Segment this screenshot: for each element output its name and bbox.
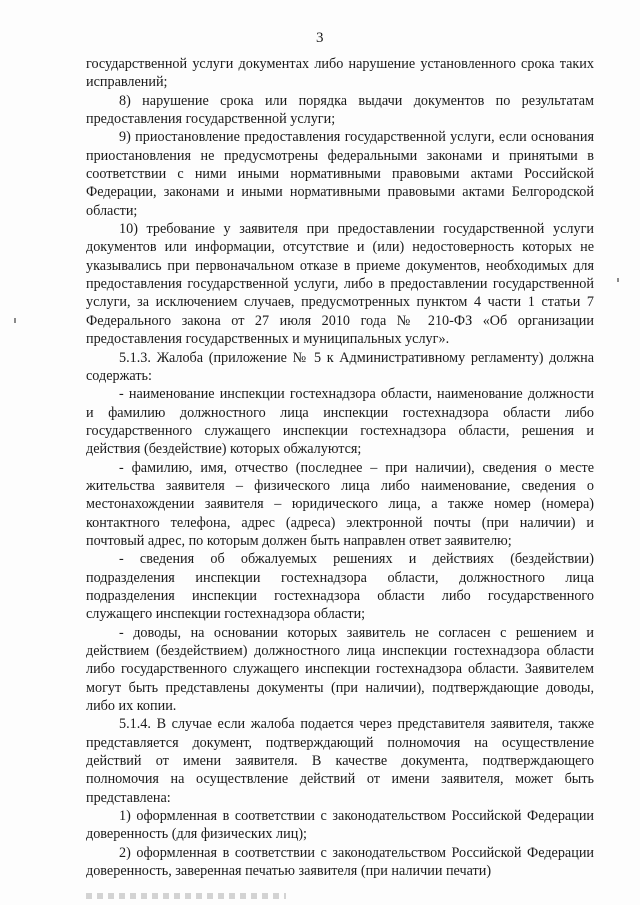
- paragraph: 9) приостановление предоставления государственной услуги, если основания приостановления не предусмотрены федеральными законами и принятыми в соответствии с ними иными нормативными правовыми актами Российской Федерации, законами и иными нормативными правовыми актами Белгородской области;: [86, 129, 594, 219]
- document-body: [86, 55, 594, 880]
- scan-speck: [14, 318, 16, 323]
- paragraph: государственной услуги документах либо нарушение установленного срока таких исправлений;: [86, 56, 594, 91]
- paragraph: 2) оформленная в соответствии с законодательством Российской Федерации доверенность, заверенная печатью заявителя (при наличии печати): [86, 844, 594, 880]
- paragraph: - наименование инспекции гостехнадзора области, наименование должности и фамилию должностного лица инспекции гостехнадзора области либо государственного служащего инспекции гостехнадзора области, решения и действия (бездействие) которых обжалуются;: [86, 386, 594, 458]
- page-number: 3: [316, 30, 324, 46]
- paragraph: 8) нарушение срока или порядка выдачи документов по результатам предоставления государственной услуги;: [86, 92, 594, 128]
- scan-speck: [617, 278, 619, 282]
- paragraph: - доводы, на основании которых заявитель не согласен с решением и действием (бездействием) должностного лица инспекции гостехнадзора области либо государственного служащего инспекции гостехнадзора области. Заявителем могут быть представлены документы (при наличии), подтверждающие доводы, либо их копии.: [86, 624, 594, 715]
- paragraph: 5.1.3. Жалоба (приложение № 5 к Административному регламенту) должна содержать:: [86, 349, 594, 384]
- paragraph: 1) оформленная в соответствии с законодательством Российской Федерации доверенность (для физических лиц);: [86, 808, 594, 843]
- paragraph: - сведения об обжалуемых решениях и действиях (бездействии) подразделения инспекции гостехнадзора области, должностного лица подразделения инспекции гостехнадзора области либо государственного служащего инспекции гостехнадзора области;: [86, 551, 594, 623]
- paragraph: 5.1.4. В случае если жалоба подается через представителя заявителя, также представляется документ, подтверждающий полномочия на осуществление действий от имени заявителя. В качестве документа, подтверждающего полномочия на осуществление действий от имени заявителя, может быть представлена:: [86, 716, 594, 806]
- paragraph: - фамилию, имя, отчество (последнее – при наличии), сведения о месте жительства заявителя – физического лица либо наименование, сведения о местонахождении заявителя – юридического лица, а также номер (номера) контактного телефона, адрес (адреса) электронной почты (при наличии) и почтовый адрес, по которым должен быть направлен ответ заявителю;: [86, 459, 594, 549]
- scan-artifact: [86, 893, 286, 899]
- paragraph: 10) требование у заявителя при предоставлении государственной услуги документов или информации, отсутствие и (или) недостоверность которых не указывались при первоначальном отказе в приеме документов, необходимых для предоставления государственной услуги, либо в предоставлении государственной услуги, за исключением случаев, предусмотренных пунктом 4 части 1 статьи 7 Федерального закона от 27 июля 2010 года № 210-ФЗ «Об организации предоставления государственных и муниципальных услуг».: [86, 221, 594, 348]
